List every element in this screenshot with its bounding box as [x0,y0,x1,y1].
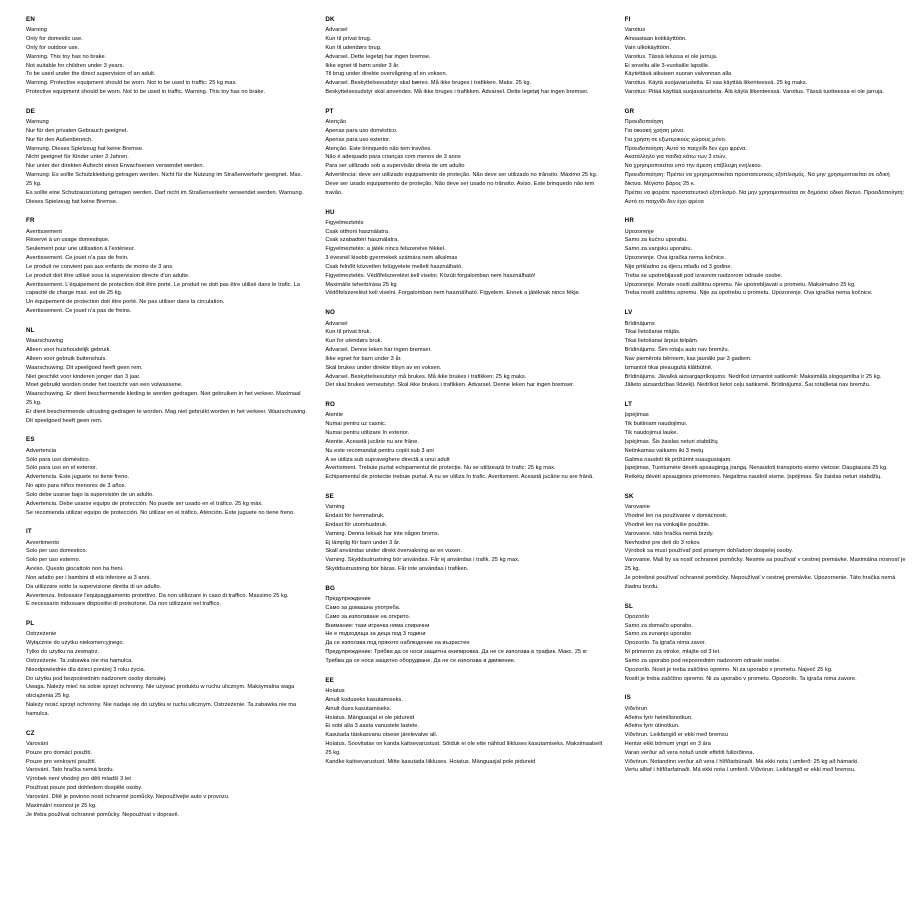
body-line: Csak otthoni használatra. [325,228,390,235]
language-code: GR [624,107,635,115]
body-line: Réservé à un usage domestique. [26,237,110,244]
language-code: SE [325,493,334,501]
body-line: Brīdinājums. Jāvalkā aizsargaprīkojums. Nedrīkst izmantot satiksmē: Maksimālā slogojamība ir 25 kg. [624,373,882,380]
body-line: Não é adequado para crianças com menos de 3 anos [325,154,461,161]
body-line: Käytettävä aikuisen suoran valvonnan alla [624,71,732,78]
body-line: Varoitus: Pitää käyttää suojavarusteita. Älä käytä liikenteessä. Varoitus. Tässä tuotteessa ei ole jarruja. [624,89,885,96]
language-body [325,118,606,197]
language-body [625,118,906,206]
body-line: Se recomienda utilizar equipo de protección. No utilizar en el tráfico. Atención. Este juguete no tiene freno. [26,509,295,516]
body-line: Varování. Dítě je povinno nosit ochranné pomůcky. Nepoužívejte auto v provozu. [26,793,230,800]
body-line: Numai pentru utilizare în exterior. [325,430,410,437]
heading-line: Varovanie [624,504,650,511]
language-body [325,219,606,298]
body-line: Να χρησιμοποιείται υπό την άμεση επίβλεψη ενήλικου. [624,163,763,170]
body-line: Advertencia. Este juguete no tiene freno. [26,474,130,481]
heading-line: Atenção [325,119,347,126]
language-body [625,228,906,299]
body-line: Ni primerno za otroke, mlajše od 3 let. [624,649,721,656]
language-block-pl [26,620,307,719]
body-line: Csak felnőtt közvetlen felügyelete mellett használható. [325,263,463,270]
body-line: Įspėjimas. Turėtumėte dėvėti apsaugingą įrangą. Nenaudoti transporto eismo vietose: Daugiausia 25 kg. [624,465,888,472]
language-code: NO [325,309,336,317]
language-block-pt [325,108,606,198]
body-line: Upozorenje. Morate nositi zaštitnu opremu. Ne upotrebljavati u prometu. Maksimalno 25 kg. [624,281,856,288]
language-block-lv [625,309,906,390]
body-line: Warning. Protective equipment should be worn. Not to be used in traffic: 25 kg max. [26,80,237,87]
body-line: Nieodpowiednie dla dzieci poniżej 3 roku życia. [26,666,146,673]
body-line: Reikėtų dėvėti apsaugines priemones. Negalima naudoti eisme. Įspėjimas. Šis žaislas neturi stabdžių. [624,474,882,481]
body-line: Ostrzeżenie. Ta zabawka nie ma hamulca. [26,657,133,664]
language-body [325,411,606,482]
language-code: EE [325,676,334,684]
language-code: PL [26,620,35,628]
language-body [26,26,307,97]
body-line: Endast för hemmabruk. [325,513,385,520]
body-line: Aðeins fyrir útinotkun. [624,723,680,730]
language-block-sk [625,493,906,592]
body-line: Brīdinājums. Šim rotaļu auto nav bremžu. [624,347,730,354]
body-line: Hentar ekki börnum yngri en 3 ára [624,741,711,747]
heading-line: Advarsel [325,27,348,34]
body-line: Alleen voor gebruik buitenshuis. [26,355,107,362]
language-body [325,687,606,766]
body-line: Само за използване на открито. [325,613,411,620]
language-block-fr [26,217,307,316]
body-line: Varan verður að vera notuð undir eftirliti fullorðinna. [624,749,755,756]
language-code: LT [624,401,633,409]
language-code: PT [325,107,334,115]
body-line: Le produit ne convient pas aux enfants de moins de 3 ans. [26,263,174,270]
body-line: Varoitus. Tässä lelussa ei ole jarruja. [624,53,718,60]
body-line: Do użytku pod bezpośrednim nadzorem osoby dorosłej. [26,675,167,682]
language-body [625,705,906,776]
body-line: È necessario indossare dispositivi di protezione. Da non utilizzare nel traffico. [26,601,222,608]
language-code: FR [26,217,35,225]
language-body [26,630,307,718]
body-line: Avertissement. Ce jouet n'a pas de freins. [26,308,132,315]
body-line: Varovanie. Mali by sa nosiť ochranné pomôcky. Nesmie sa používať v cestnej premávke. Maximálna nosnosť je 25 kg. [624,557,906,573]
body-line: Ainult õues kasutamiseks. [325,705,392,712]
language-code: DK [325,16,335,23]
heading-line: Ostrzeżenie [26,631,57,638]
body-line: Ei sobi alla 3 aasta vanustele lastele. [325,723,420,730]
body-line: Uwaga. Należy mieć na sobie sprzęt ochronny. Nie używać produktu w ruchu ulicznym. Maksymalna waga obciążenia 25 kg. [26,684,295,700]
body-line: Advarsel. Denne leken har ingen bremser. [325,347,432,354]
body-line: Nur unter der direkten Aufsicht eines Erwachsenen verwendet werden. [26,163,205,170]
body-line: Treba se upotrebljavati pod izravnim nadzorom odrasle osobe. [624,272,783,279]
body-line: Ej lämplig för barn under 3 år. [325,539,401,546]
heading-line: Warning [26,27,47,34]
body-line: Det skal brukes verneutstyr. Skal ikke brukes i trafikken. Advarsel. Denne leken har ingen bremser. [325,382,575,389]
language-block-hu [325,209,606,299]
language-block-es [26,436,307,517]
body-line: Avertisment. Trebuie purtat echipamentul de protecție. Nu se utilizează în trafic: 25 kg max. [325,465,556,472]
body-line: Izmantot tikai pieaugušā klātbūtnē. [624,364,713,371]
body-line: Výrobok sa musí používať pod priamym dohľadom dospelej osoby. [624,548,794,555]
language-code: IT [26,528,32,536]
body-line: Waarschuwing. Er dient beschermende kleding te worden gedragen. Niet gebruiken in het verkeer. Maximaal 25 kg. [26,391,301,406]
heading-line: Varning [325,504,345,511]
body-line: Hoiatus. Soovitatav on kanda kaitsevarustust. Sõiduk ei ole ette nähtud liikluses kasutamiseks. Maksimaalselt 25 kg. [325,741,603,756]
body-line: 3 évesnél kisebb gyermekek számára nem alkalmas [325,255,458,262]
body-line: Avviso. Questo giocattolo non ha freni. [26,566,124,573]
body-line: Alleen voor huishoudelijk gebruik. [26,347,112,354]
language-block-hr [625,217,906,298]
body-line: Para ser utilizado sob a supervisão direta de um adulto [325,163,465,170]
body-line: Ακατάλληλο για παιδιά κάτω των 3 ετών. [624,154,727,161]
body-line: Echipamentul de protectie trebuie purtat. A nu se utiliza în trafic. Avertisment. Această jucărie nu are frână. [325,474,594,481]
body-line: Įspėjimas. Šis žaislas neturi stabdžių [624,438,718,445]
body-line: Tik buitiniam naudojimui. [624,421,688,428]
body-line: Er dient beschermende uitrusting gedragen te worden. Mag niet gebruikt worden in het verkeer. Waarschuwing. Dit speelgoed heeft geen rem. [26,408,307,424]
body-line: Kun til privat brug. [325,36,372,43]
body-line: Viðvörun. Leikfangið er ekki með bremsu [624,732,728,739]
body-line: Samo za uporabo pod neposrednim nadzorom odrasle osebe. [624,657,782,664]
body-line: Advertência: deve ser utilizado equipamento de proteção. Não deve ser utilizado no trânsito. Máximo 25 kg. [325,172,598,179]
body-line: Kun til udendørs brug. [325,44,382,51]
body-line: Advertencia. Debe usarse equipo de protección. No puede ser usado en el tráfico. 25 kg máx. [26,500,263,507]
body-line: Nije prikladno za djecu mlađu od 3 godine. [624,263,733,270]
heading-line: Waarschuwing [26,338,64,345]
body-line: Maximális teherbírása 25 kg [325,281,397,288]
heading-line: Upozorenje [624,228,654,235]
language-body [26,539,307,610]
language-block-is [625,694,906,775]
language-code: RO [325,401,336,409]
body-line: Samo za zunanjo uporabo [624,631,692,638]
language-block-it [26,528,307,609]
body-line: Трябва да се носи защитно оборудване. Да не се използва в движение. [325,657,516,664]
body-line: Pouze pro domácí použití. [26,749,93,756]
heading-line: Advarsel [325,320,348,327]
body-line: Je potrebné používať ochranné pomôcky. Nepoužívať v cestnej premávke. Upozornenie. Táto hračka nemá žiadnu brzdu. [624,574,896,590]
language-code: DE [26,107,35,115]
language-block-de [26,108,307,207]
column-3 [625,16,906,786]
language-block-sl [625,603,906,684]
body-line: Ainult koduseks kasutamiseks. [325,696,403,703]
body-line: Protective equipment should be worn. Not to be used in traffic. Warning. This toy has no brake. [26,89,266,96]
body-line: Samo za kućnu uporabu. [624,237,688,244]
body-line: Avertissement. Ce jouet n'a pas de frein. [26,255,129,262]
language-code: CZ [26,729,35,737]
body-line: Kun for utendørs bruk. [325,338,383,345]
body-line: Предупреждение: Трябва да се носи защитна екипировка. Да не се използва в трафик. Макс. 25 кг [325,649,588,656]
heading-line: Avvertimento [26,539,60,546]
body-line: Ei soveltu alle 3-vuotiaille lapsille. [624,62,710,69]
language-body [625,411,906,482]
body-line: Only for domestic use. [26,36,83,43]
body-line: Un équipement de protection doit être porté. Ne pas utiliser dans la circulation. [26,299,225,306]
language-block-se [325,493,606,574]
language-block-nl [26,327,307,426]
body-line: Kandke kaitsevarustust. Mitte kasutada liikluses. Hoiatus. Mänguasjal pole pidureid [325,758,536,765]
language-block-lt [625,401,906,482]
heading-line: Προειδοποίηση [624,119,664,126]
body-line: Atentie. Această jucărie nu are frâne. [325,438,419,445]
heading-line: Varoitus [624,27,646,34]
body-line: Προειδοποίηση: Αυτό το παιχνίδι δεν έχει φρένα. [624,145,747,152]
body-line: Nav piemērots bērniem, kas jaunāki par 3 gadiem. [624,355,752,362]
body-line: Skall användas under direkt övervakning av en vuxen. [325,548,462,555]
body-line: Varoitus. Käytä suojavarusteita. Ei saa käyttää liikenteessä. 25 kg maks. [624,80,808,87]
body-line: Само за домашна употреба. [325,604,401,611]
language-code: LV [624,309,633,317]
body-line: Kasutada täiskasvanu otsese järelevalve all. [325,732,438,739]
body-line: Atenção. Este brinquedo não tem travões. [325,145,432,152]
language-body [26,337,307,425]
body-line: Nevhodné pre deti do 3 rokov. [624,539,701,546]
heading-line: Įspėjimas [624,412,649,419]
language-body [625,26,906,97]
body-line: Opozorilo. Ta igrača nima zavor. [624,640,707,647]
heading-line: Viðvörun [624,705,648,712]
body-line: Nur für den Außenbereich. [26,136,93,143]
body-line: Για χρήση σε εξωτερικούς χώρους μόνο. [624,136,727,143]
language-block-ee [325,677,606,767]
body-line: Vhodné len na vonkajšie použitie. [624,521,710,528]
body-line: A se utiliza sub supraveghere directă a unui adult [325,456,450,463]
language-code: BG [325,584,336,592]
language-code: FI [624,16,631,23]
body-line: Skyddsutrustning bör bäras. Får inte användas i trafiken. [325,566,469,573]
heading-line: Varování [26,741,49,747]
language-code: NL [26,326,35,334]
body-line: Jālieto aizsardzības līdzekļi. Nedrīkst lietot ceļu satiksmē. Brīdinājums. Šai rotaļlietai nav bremžu. [624,382,871,389]
body-line: Vain ulkokäyttöön. [624,44,671,51]
body-line: Nositi je treba zaščitno opremo. Ni za uporabo v prometu. Opozorilo. Ta igrača nima zavore. [624,675,857,682]
language-code: SL [624,602,633,610]
body-line: Avertissement. L'équipement de protection doit être porté. Le produit ne doit pas être utilisé dans le trafic. La capacité de charge max. est de 25 kg. [26,281,301,297]
body-line: Należy nosić sprzęt ochronny. Nie nadaje się do użytku w ruchu ulicznym. Ostrzeżenie. Ta zabawka nie ma hamulca. [26,702,297,717]
body-line: Внимание: тази играчка няма спирачни [325,622,430,629]
heading-line: Hoiatus [325,688,345,695]
body-line: Maximální nosnost je 25 kg. [26,802,97,809]
column-2 [325,16,606,777]
heading-line: Atentie [325,412,344,419]
body-line: Не е подходяща за деца под 3 години [325,631,426,638]
body-line: Nu este recomandat pentru copiii sub 3 ani [325,447,434,454]
language-block-cz [26,730,307,820]
language-body [26,447,307,518]
language-block-ro [325,401,606,482]
body-line: Seulement pour une utilisation à l'extérieur. [26,246,136,253]
language-body [625,503,906,591]
body-line: Tik naudojimui lauke. [624,430,679,437]
body-line: Upozorenje. Ova igračka nema kočnice. [624,255,726,262]
language-body [325,320,606,391]
body-line: Advarsel. Beskyttelsesudstyr skal bæres. Må ikke bruges i trafikken. Maks. 25 kg. [325,80,532,87]
body-line: Warning. This toy has no brake. [26,53,107,60]
heading-line: Brīdinājums [624,320,655,327]
language-block-no [325,309,606,390]
body-line: Προειδοποίηση: Πρέπει να χρησιμοποιείται προστατευτικός εξοπλισμός. Να μην χρησιμοποιείται σε οδική δίκτυα. Μέγιστο βάρος 25 κ. [624,172,890,187]
language-body [26,118,307,206]
body-line: Hoiatus. Mänguasjal ei ole pidureid [325,714,415,721]
body-line: Samo za vanjsku uporabu. [624,246,693,253]
body-line: Viðvörun. Notandinn verður að vera í hlífðarbúnaði. Má ekki nota í umferð: 25 kg að hámarki. [624,758,859,765]
body-line: Για οικιακή χρήση μόνο. [624,127,685,134]
body-line: Je třeba používat ochranné pomůcky. Nepoužívat v dopravě. [26,811,180,818]
body-line: Vertu alltaf í hlífðarfatnaði. Má ekki nota í umferð. Viðvörun. Leikfangið er ekki með bremsu. [624,767,856,774]
body-line: Tikai lietošanai ārpus telpām. [624,338,699,345]
body-line: Csak szabadtéri használatra. [325,237,399,244]
body-line: Varning. Denna leksak har inte någon broms. [325,530,440,537]
body-line: Sólo para uso doméstico. [26,456,91,463]
column-1 [26,16,307,830]
language-body [325,595,606,666]
body-line: Apenas para uso exterior. [325,136,391,143]
body-line: Avvertenza. Indossare l'equipaggiamento protettivo. Da non utilizzare in caso di traffico. Massimo 25 kg. [26,592,289,599]
body-line: Solo debe usarse bajo la supervisión de un adulto. [26,491,154,498]
body-line: Da utilizzare sotto la supervisione diretta di un adulto. [26,583,162,590]
heading-line: Warnung [26,119,49,126]
language-code: ES [26,436,35,444]
body-line: Varning. Skyddsutrustning bör användas. Får ej användas i trafik. 25 kg max. [325,557,520,564]
body-line: Advarsel. Beskyttelsesutstyr må brukes. Må ikke brukes i trafikken: 25 kg maks. [325,373,527,380]
language-block-en [26,16,307,97]
body-line: Πρέπει να φοράτε προστατευτικό εξοπλισμό. Να μην χρησιμοποιείται σε δημόσιο οδικό δίκτυο. Προειδοποίηση: Αυτό το παιχνίδι δεν έχει φρένα [624,189,905,205]
language-code: IS [624,694,631,702]
heading-line: Advertencia [26,447,57,454]
language-block-gr [625,108,906,207]
body-line: Ikke egnet til børn under 3 år. [325,62,400,69]
body-line: Výrobek není vhodný pro děti mladší 3 let [26,776,131,783]
body-line: Deve ser usado equipamento de proteção. Não deve ser usado no trânsito. Aviso. Este brinquedo não tem travão. [325,180,595,196]
body-line: Es sollte eine Schutzausrüstung getragen werden. Darf nicht im Straßenverkehr verwendet werden. Warnung. Dieses Spielzeug hat keine Bremse. [26,189,304,205]
language-body [26,740,307,819]
body-line: Niet geschikt voor kinderen jonger dan 3 jaar. [26,373,141,380]
body-line: Le produit doit être utilisé sous la supervision directe d'un adulte. [26,272,190,279]
body-line: Warnung: Es sollte Schutzkleidung getragen werden. Nicht für die Nutzung im Straßenverkehr geeignet. Max. 25 kg. [26,172,303,187]
columns-container [26,16,906,830]
body-line: To be used under the direct supervision of an adult. [26,71,156,78]
body-line: Numai pentru uz casnic. [325,421,387,428]
body-line: Warnung. Dieses Spielzeug hat keine Bremse. [26,145,144,152]
body-line: Tikai lietošanai mājās. [624,329,681,336]
heading-line: Opozorilo [624,613,650,620]
language-block-bg [325,585,606,666]
body-line: Advarsel. Dette legetøj har ingen bremse. [325,53,431,60]
body-line: Varovanie. táto hračka nemá brzdy. [624,530,714,537]
language-code: HU [325,208,335,216]
body-line: Používat pouze pod dohledem dospělé osoby. [26,785,143,792]
language-body [325,503,606,574]
language-code: SK [624,493,634,501]
body-line: Wyłącznie do użytku niekomercyjnego. [26,640,125,647]
language-block-fi [625,16,906,97]
body-line: Tylko do użytku na zewnątrz. [26,649,100,656]
body-line: Not suitable for children under 3 years. [26,62,125,69]
language-body [26,228,307,316]
language-body [325,26,606,97]
body-line: Only for outdoor use. [26,44,80,51]
body-line: Vhodné len na používanie v domácnosti. [624,513,728,520]
body-line: Galima naudoti tik prižiūrint suaugusiajam. [624,456,732,463]
body-line: No apto para niños menores de 3 años. [26,483,127,490]
body-line: Да се използва под прякото наблюдение на възрастен [325,640,470,647]
body-line: Til brug under direkte overvågning af en voksen. [325,71,448,78]
body-line: Non adatto per i bambini di età inferiore ai 3 anni. [26,574,151,581]
body-line: Samo za domačo uporabo. [624,622,693,629]
body-line: Moet gebruikt worden onder het toezicht van een volwassene. [26,382,183,389]
body-line: Ikke egnet for barn under 3 år. [325,355,402,362]
body-line: Sólo para uso en el exterior. [26,465,98,472]
body-line: Varování. Tato hračka nemá brzdu. [26,767,115,774]
body-line: Skal brukes under direkte tilsyn av en voksen. [325,364,442,371]
body-line: Apenas para uso doméstico. [325,127,398,134]
heading-line: Avertissement [26,228,62,235]
body-line: Védőfelszerelést kell viselni. Forgalomban nem használható. Figyelem. Ennek a játéknak nincs fékje. [325,290,581,297]
language-body [625,613,906,684]
body-line: Figyelmeztetés. Védőfelszerelést kell viselni. Közúti forgalomban nem használható! [325,272,536,279]
body-line: Treba nositi zaštitnu opremu. Nije za upotrebu u prometu. Upozorenje. Ova igračka nema kočnice. [624,290,873,297]
body-line: Solo per uso domestico. [26,548,88,555]
language-code: EN [26,16,35,23]
body-line: Nur für den privaten Gebrauch geeignet. [26,127,129,134]
body-line: Ainoastaan kotikäyttöön. [624,36,687,43]
body-line: Netinkamas vaikams iki 3 metų [624,447,704,454]
language-code: HR [624,217,634,225]
heading-line: Предупреждение [325,596,371,603]
body-line: Nicht geeignet für Kinder unter 3 Jahren. [26,154,129,161]
language-block-dk [325,16,606,97]
body-line: Waarschuwing. Dit speelgoed heeft geen rem. [26,364,143,371]
body-line: Opozorilo. Nosit je treba zaščitno opremo. Ni za uporabo v prometu. Največ 25 kg. [624,666,833,673]
body-line: Solo per uso esterno. [26,557,81,564]
body-line: Figyelmeztetés: a játék nincs felszerelve fékkel. [325,246,446,253]
heading-line: Figyelmeztetés [325,219,364,226]
body-line: Beskyttelsesudstyr skal anvendes. Må ikke bruges i trafikken. Advarsel. Dette legetøj har ingen bremser. [325,89,589,96]
body-line: Pouze pro venkovní použití. [26,758,97,765]
language-body [625,320,906,391]
body-line: Aðeins fyrir heimilisnotkun. [624,714,693,721]
body-line: Endast för utomhusbruk. [325,521,388,528]
body-line: Kun til privat bruk. [325,329,372,336]
